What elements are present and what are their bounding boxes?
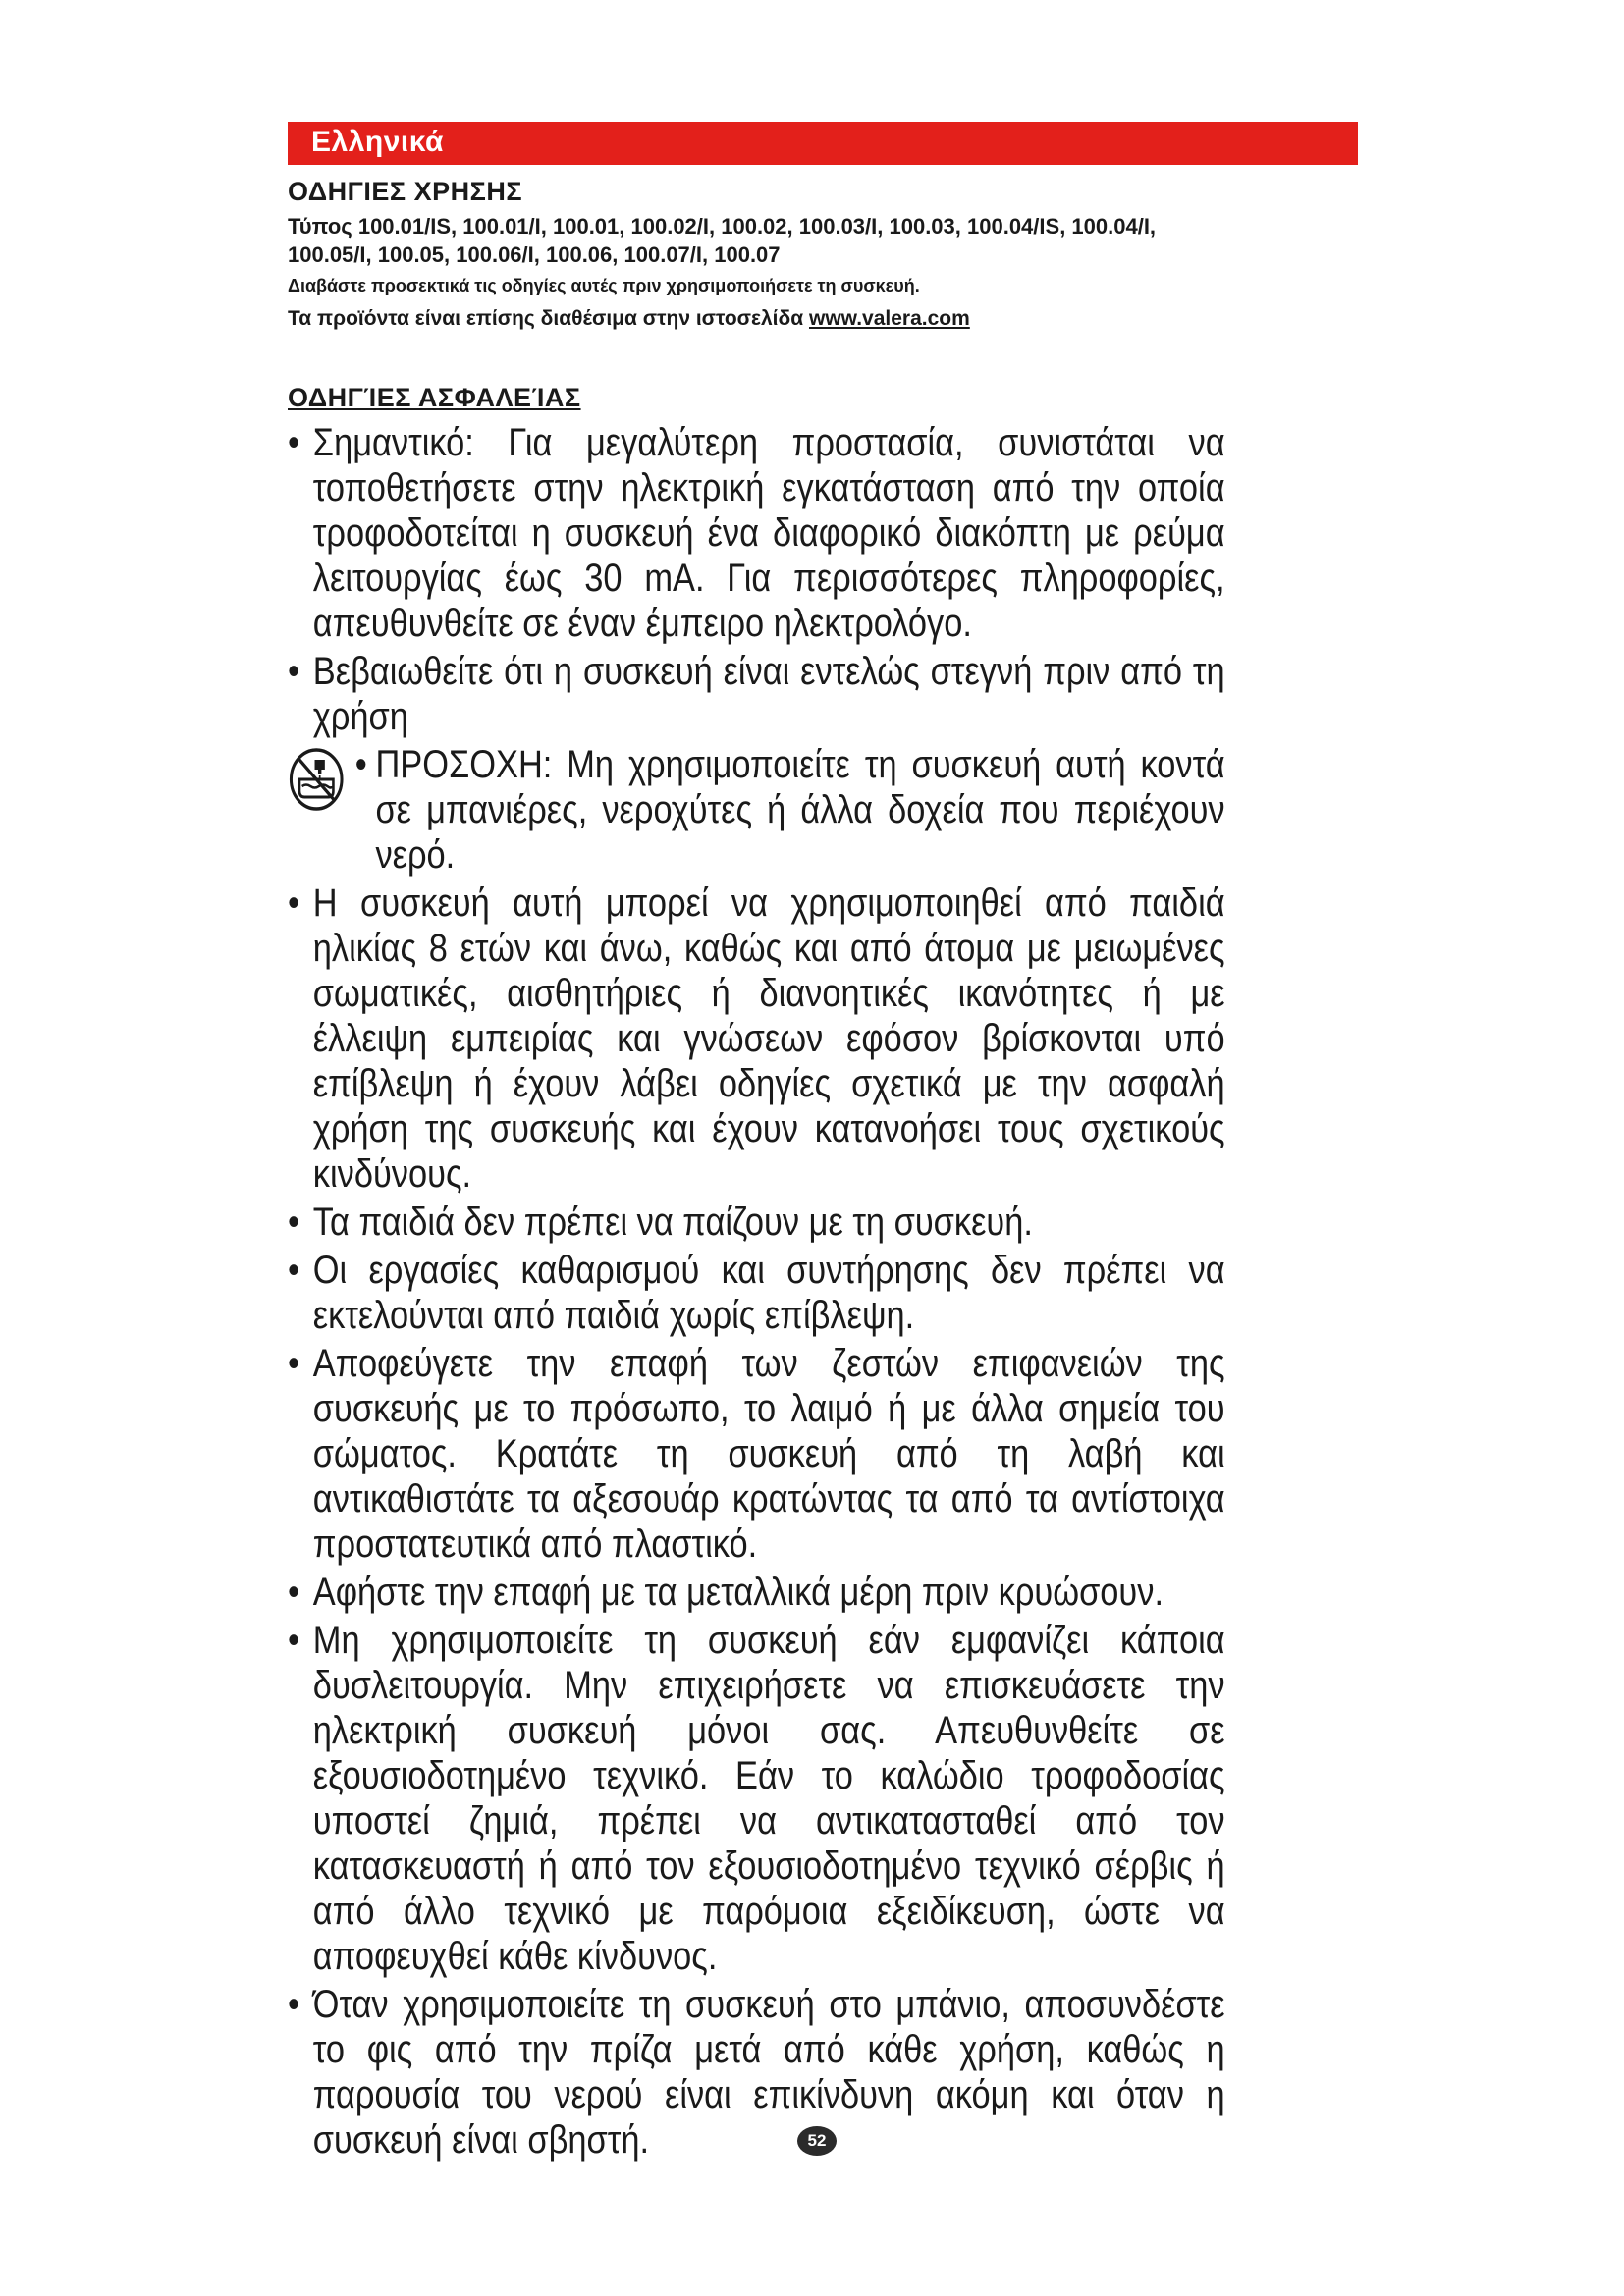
safety-item-text: Σημαντικό: Για μεγαλύτερη προστασία, συνιστάται να τοποθετήσετε στην ηλεκτρική εγκατάσταση από την οποία τροφοδοτείται η συσκευή ένα διαφορικό διακόπτη με ρεύμα λειτουργίας έως 30 mA. Για περισσότερες πληροφορίες, απευθυνθείτε σε έναν έμπειρο ηλεκτρολόγο.: [312, 421, 1225, 645]
bullet: •: [288, 1571, 300, 1614]
safety-item-text: Όταν χρησιμοποιείτε τη συσκευή στο μπάνιο, αποσυνδέστε το φις από την πρίζα μετά από κάθε χρήση, καθώς η παρουσία του νερού είναι επικίνδυνη ακόμη και όταν η συσκευή είναι σβηστή.: [312, 1983, 1225, 2162]
language-label: Ελληνικά: [311, 126, 444, 158]
safety-item: [288, 1248, 1225, 1338]
bullet: •: [288, 881, 300, 925]
bullet: •: [288, 1342, 300, 1385]
document-header: [288, 175, 1363, 334]
safety-item: [288, 649, 1225, 739]
website-text: Τα προϊόντα είναι επίσης διαθέσιμα στην ιστοσελίδα: [288, 307, 804, 330]
safety-item: [288, 1200, 1225, 1245]
bullet: •: [288, 1619, 300, 1662]
safety-item-warning: [288, 742, 1225, 878]
safety-item-text: ΠΡΟΣΟΧΗ: Μη χρησιμοποιείτε τη συσκευή αυτή κοντά σε μπανιέρες, νεροχύτες ή άλλα δοχεία που περιέχουν νερό.: [375, 743, 1225, 877]
bullet: •: [288, 1983, 300, 2026]
safety-item: [288, 1618, 1225, 1979]
bullet: •: [288, 650, 300, 693]
read-notice: Διαβάστε προσεκτικά τις οδηγίες αυτές πριν χρησιμοποιήσετε τη συσκευή.: [288, 276, 920, 295]
model-list-line-1: Τύπος 100.01/IS, 100.01/I, 100.01, 100.02/I, 100.02, 100.03/I, 100.03, 100.04/IS, 100.04/I,: [288, 214, 1157, 239]
safety-list: [288, 420, 1225, 2165]
safety-item-text: Οι εργασίες καθαρισμού και συντήρησης δεν πρέπει να εκτελούνται από παιδιά χωρίς επίβλεψη.: [312, 1249, 1225, 1337]
bullet: •: [354, 743, 367, 786]
website-link[interactable]: www.valera.com: [809, 307, 970, 330]
safety-item: [288, 1982, 1225, 2163]
safety-item-text: Τα παιδιά δεν πρέπει να παίζουν με τη συσκευή.: [312, 1201, 1033, 1244]
language-bar: [288, 122, 1358, 165]
model-list-line-2: 100.05/I, 100.05, 100.06/I, 100.06, 100.07/I, 100.07: [288, 242, 781, 267]
page-number: 52: [797, 2126, 837, 2156]
safety-item-text: Μη χρησιμοποιείτε τη συσκευή εάν εμφανίζει κάποια δυσλειτουργία. Μην επιχειρήσετε να επισκευάσετε την ηλεκτρική συσκευή μόνοι σας. Απευθυνθείτε σε εξουσιοδοτημένο τεχνικό. Εάν το καλώδιο τροφοδοσίας υποστεί ζημιά, πρέπει να αντικατασταθεί από τον κατασκευαστή ή από τον εξουσιοδοτημένο τεχνικό σέρβις ή από άλλο τεχνικό με παρόμοια εξειδίκευση, ώστε να αποφευχθεί κάθε κίνδυνος.: [312, 1619, 1225, 1978]
model-list: [288, 212, 1363, 269]
safety-item-text: Αποφεύγετε την επαφή των ζεστών επιφανειών της συσκευής με το πρόσωπο, το λαιμό ή με άλλα σημεία του σώματος. Κρατάτε τη συσκευή από τη λαβή και αντικαθιστάτε τα αξεσουάρ κρατώντας τα από τα αντίστοιχα προστατευτικά από πλαστικό.: [312, 1342, 1225, 1566]
instructions-title: ΟΔΗΓΙΕΣ ΧΡΗΣΗΣ: [288, 177, 523, 206]
safety-item: [288, 1341, 1225, 1567]
bullet: •: [288, 1201, 300, 1244]
safety-title: ΟΔΗΓΊΕΣ ΑΣΦΑΛΕΊΑΣ: [288, 383, 581, 412]
safety-item: [288, 1570, 1225, 1615]
website-notice: [288, 304, 1363, 334]
safety-item-text: Η συσκευή αυτή μπορεί να χρησιμοποιηθεί από παιδιά ηλικίας 8 ετών και άνω, καθώς και από άτομα με μειωμένες σωματικές, αισθητήριες ή διανοητικές ικανότητες ή με έλλειψη εμπειρίας και γνώσεων εφόσον βρίσκονται υπό επίβλεψη ή έχουν λάβει οδηγίες σχετικά με την ασφαλή χρήση της συσκευής και έχουν κατανοήσει τους σχετικούς κινδύνους.: [312, 881, 1225, 1196]
safety-item: [288, 881, 1225, 1197]
bullet: •: [288, 421, 300, 464]
bullet: •: [288, 1249, 300, 1292]
safety-item: [288, 420, 1225, 646]
no-bath-water-icon: [288, 746, 345, 813]
safety-item-text: Βεβαιωθείτε ότι η συσκευή είναι εντελώς στεγνή πριν από τη χρήση: [312, 650, 1225, 738]
safety-item-text: Αφήστε την επαφή με τα μεταλλικά μέρη πριν κρυώσουν.: [312, 1571, 1164, 1614]
